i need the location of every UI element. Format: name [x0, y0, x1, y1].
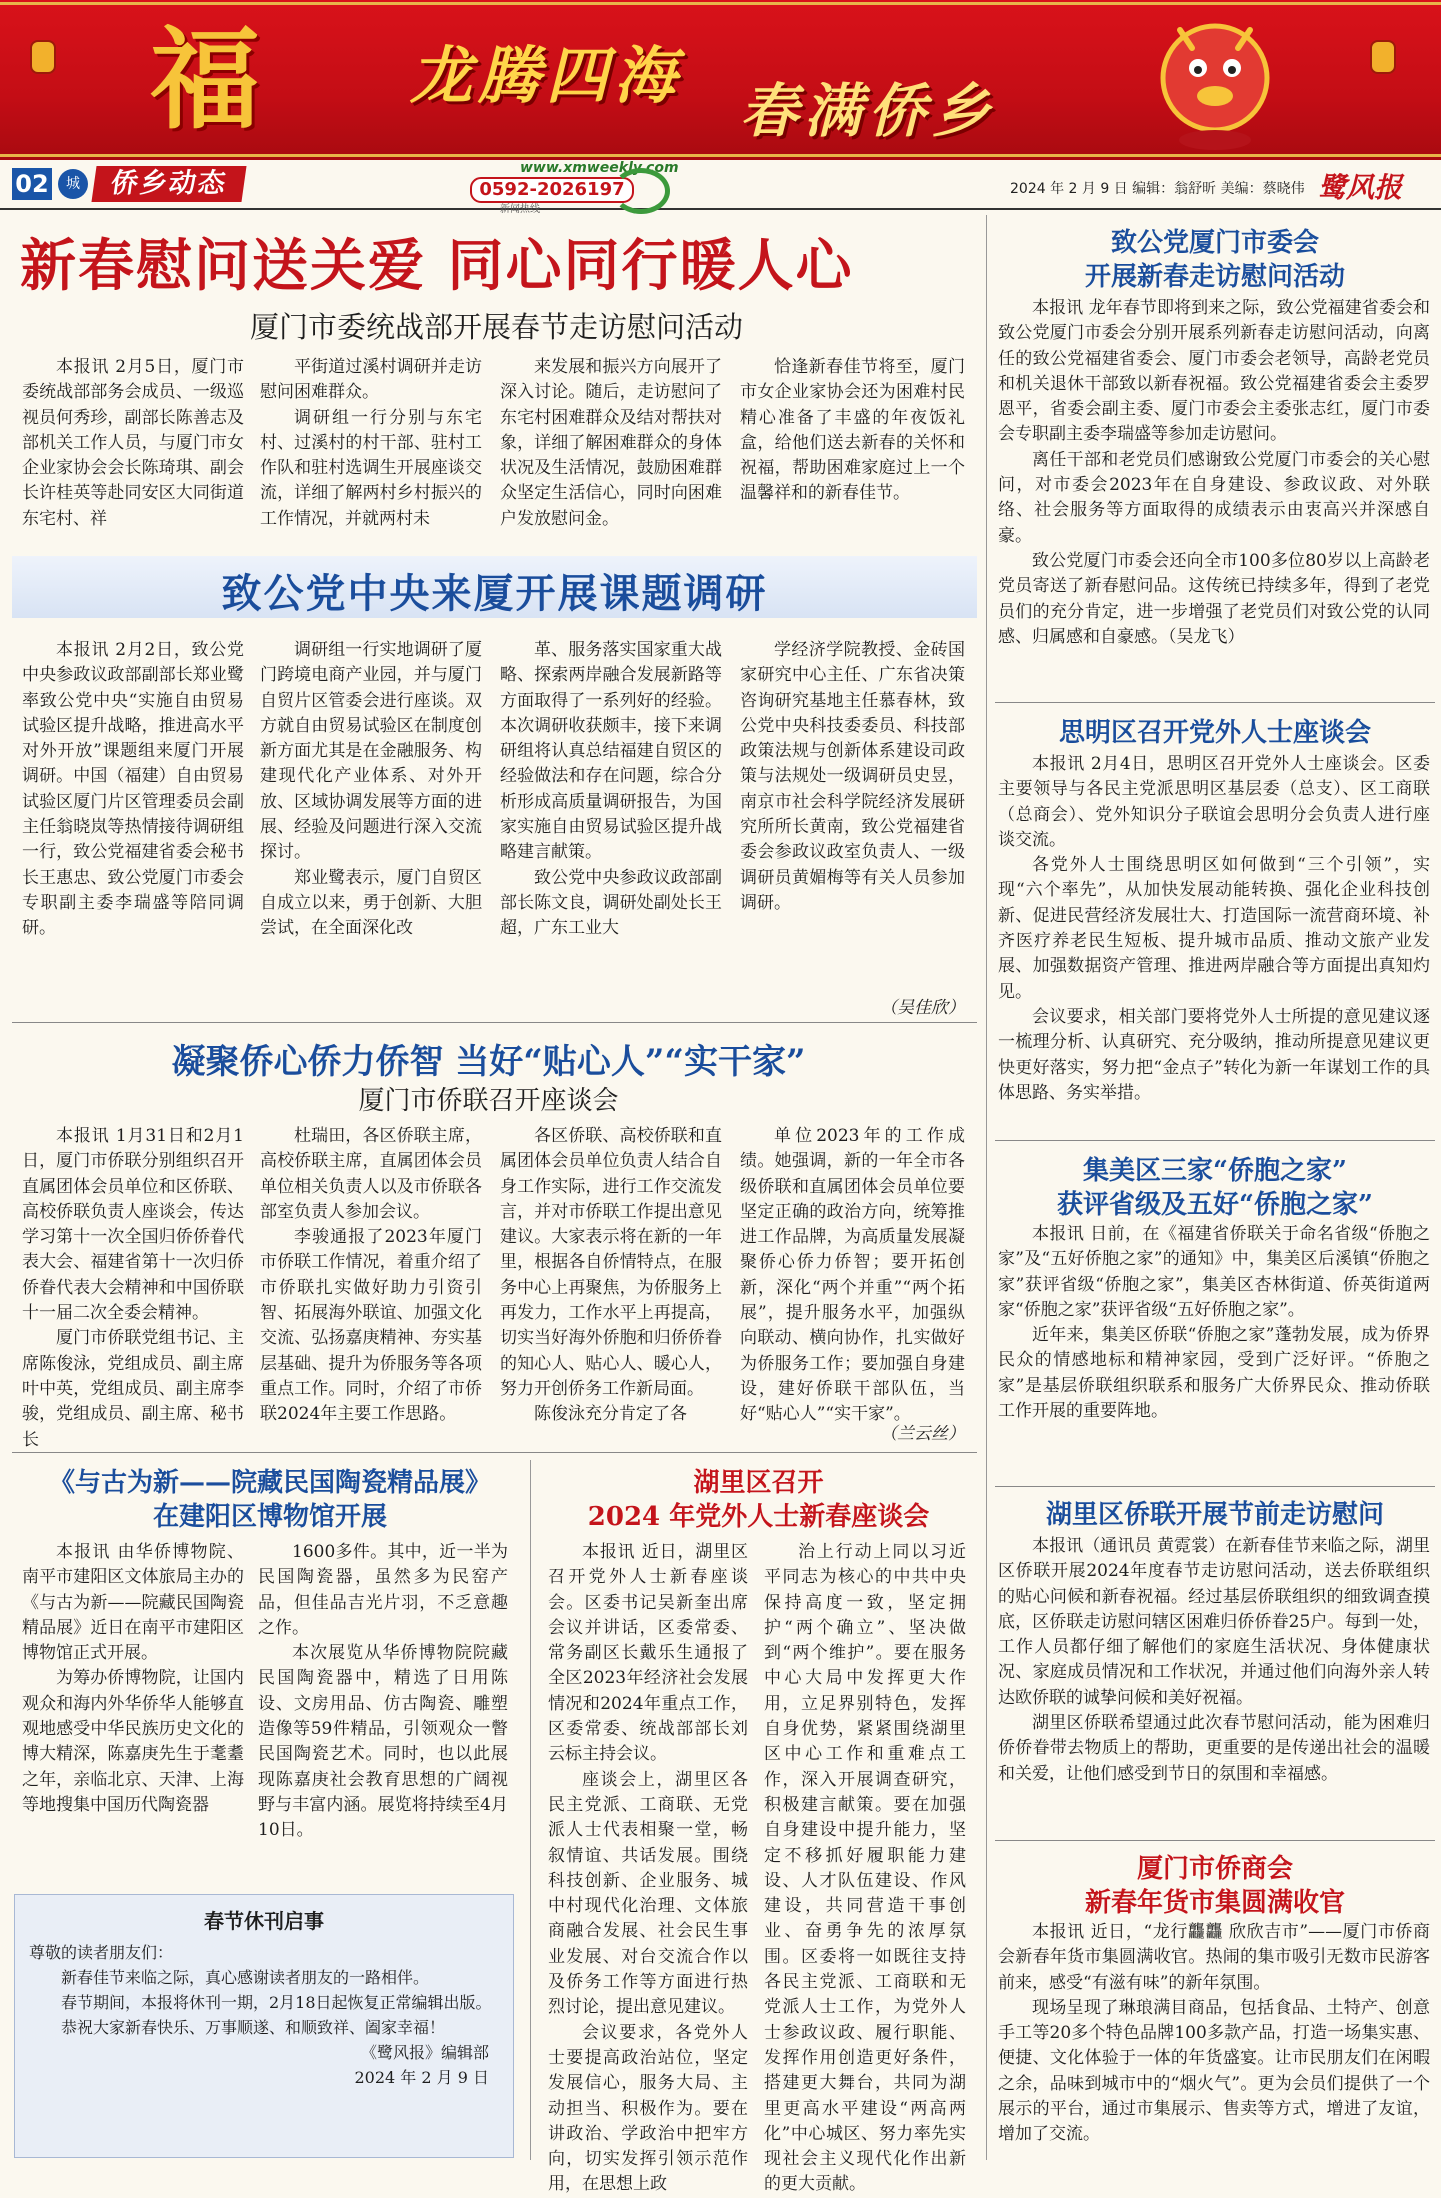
- porcelain-col-1: 本报讯 由华侨博物院、南平市建阳区文体旅局主办的《与古为新——院藏民国陶瓷精品展》近日在南平市建阳区博物馆正式开展。 为筹办侨博物院，让国内观众和海内外华侨华人能够直观地感受中华民族历史文化的博大精深，陈嘉庚先生于耄耋之年，亲临北京、天津、上海等地搜集中国历代陶瓷器: [22, 1542, 244, 1815]
- notice-greeting: 尊敬的读者朋友们：: [29, 1943, 174, 1962]
- page-section-icon: 城: [58, 169, 88, 199]
- lantern-icon: [30, 40, 56, 74]
- lead-headline: 新春慰问送关爱 同心同行暖人心: [20, 233, 854, 299]
- right-a1-text: 本报讯 龙年春节即将到来之际，致公党福建省委会和致公党厦门市委会分别开展系列新春走访慰问活动，向离任的致公党福建省委会、厦门市委会老领导，高龄老党员和机关退休干部致以新春祝福。致公党福建省委会主委罗恩平，省委会副主委、厦门市委会主委张志红，厦门市委会专职副主委李瑞盛等参加走访慰问。 离任干部和老党员们感谢致公党厦门市委会的关心慰问，对市委会2023年在自身建设、参政议政、对外联络、社会服务等方面取得的成绩表示由衷高兴并深感自豪。 致公党厦门市委会还向全市100多位80岁以上高龄老党员寄送了新春慰问品。这传统已持续多年，得到了老党员们的充分肯定，进一步增强了老党员们对致公党的认同感、归属感和自豪感。（吴龙飞）: [998, 298, 1430, 647]
- right-a4-text: 本报讯（通讯员 黄霓裳）在新春佳节来临之际，湖里区侨联开展2024年度春节走访慰问活动，送去侨联组织的贴心问候和新春祝福。经过基层侨联组织的细致调查摸底，区侨联走访慰问辖区困难归侨侨眷25户。每到一处，工作人员都仔细了解他们的家庭生活状况、身体健康状况、家庭成员情况和工作状况，并通过他们向海外亲人转达欧侨联的诚挚问候和美好祝福。 湖里区侨联希望通过此次春节慰问活动，能为困难归侨侨眷带去物质上的帮助，更重要的是传递出社会的温暖和关爱，让他们感受到节日的氛围和幸福感。: [998, 1536, 1430, 1784]
- notice-title: 春节休刊启事: [204, 1909, 324, 1933]
- research-headline: 致公党中央来厦开展课题调研: [221, 570, 768, 617]
- lead-col-1: 本报讯 2月5日，厦门市委统战部部务会成员、一级巡视员何秀珍，副部长陈善志及部机关工作人员，与厦门市女企业家协会会长陈琦琪、副会长许桂英等赴同安区大同街道东宅村、祥: [22, 357, 244, 529]
- forum-col-2: 杜瑞田，各区侨联主席，高校侨联主席，直属团体会员单位相关负责人以及市侨联各部室负责人参加会议。 李骏通报了2023年厦门市侨联工作情况，着重介绍了市侨联扎实做好助力引资引智、拓展海外联谊、加强文化交流、弘扬嘉庚精神、夯实基层基础、提升为侨服务等各项重点工作。同时，介绍了市侨联2024年主要工作思路。: [260, 1126, 482, 1425]
- notice-signer: 《鹭风报》编辑部: [360, 2043, 489, 2062]
- right-a4-headline: 湖里区侨联开展节前走访慰问: [1045, 1500, 1384, 1530]
- right-a3-text: 本报讯 日前，在《福建省侨联关于命名省级“侨胞之家”及“五好侨胞之家”的通知》中，集美区后溪镇“侨胞之家”获评省级“侨胞之家”，集美区杏林街道、侨英街道两家“侨胞之家”获评省级“五好侨胞之家”。 近年来，集美区侨联“侨胞之家”蓬勃发展，成为侨界民众的情感地标和精神家园，受到广泛好评。“侨胞之家”是基层侨联组织联系和服务广大侨界民众、推动侨联工作开展的重要阵地。: [998, 1224, 1430, 1422]
- divider: [12, 1452, 977, 1453]
- right-a1-headline-2: 开展新春走访慰问活动: [1084, 262, 1345, 292]
- forum-subtitle: 厦门市侨联召开座谈会: [358, 1086, 619, 1116]
- lantern-icon: [1370, 40, 1396, 74]
- huli-headline-1: 湖里区召开: [693, 1468, 824, 1498]
- huli-col-2: 治上行动上同以习近平同志为核心的中共中央保持高度一致，坚定拥护“两个确立”、坚决做到“两个维护”。要在服务中心大局中发挥更大作用，立足界别特色，发挥自身优势，紧紧围绕湖里区中心工作和重难点工作，深入开展调查研究，积极建言献策。要在加强自身建设中提升能力，坚定不移抓好履职能力建设、人才队伍建设、作风建设，共同营造干事创业、奋勇争先的浓厚氛围。区委将一如既往支持各民主党派、工商联和无党派人士工作，为党外人士参政议政、履行职能、发挥作用创造更好条件，搭建更大舞台，共同为湖里更高水平建设“两高两化”中心城区、努力率先实现社会主义现代化作出新的更大贡献。: [764, 1542, 966, 2195]
- huli-headline-2: 2024 年党外人士新春座谈会: [587, 1502, 930, 1532]
- fu-character: 福: [150, 15, 260, 144]
- notice-date: 2024 年 2 月 9 日: [354, 2068, 489, 2087]
- porcelain-headline-1: 《与古为新——院藏民国陶瓷精品展》: [48, 1468, 491, 1498]
- masthead-banner: [0, 0, 1441, 160]
- porcelain-col-2: 1600多件。其中，近一半为民国陶瓷器，虽然多为民窑产品，但佳品吉光片羽，不乏意趣之作。 本次展览从华侨博物院院藏民国陶瓷器中，精选了日用陈设、文房用品、仿古陶瓷、雕塑造像等59件精品，引领观众一瞥民国陶瓷艺术。同时，也以此展现陈嘉庚社会教育思想的广阔视野与丰富内涵。展览将持续至4月10日。: [258, 1542, 508, 1841]
- website-link[interactable]: www.xmweekly.com: [520, 160, 679, 176]
- research-col-2: 调研组一行实地调研了厦门跨境电商产业园，并与厦门自贸片区管委会进行座谈。双方就自由贸易试验区在制度创新方面尤其是在金融服务、构建现代化产业体系、对外开放、区域协调发展等方面的进展、经验及问题进行深入交流探讨。 郑业鹭表示，厦门自贸区自成立以来，勇于创新、大胆尝试，在全面深化改: [260, 640, 482, 939]
- banner-slogan-1: 龙腾四海: [410, 39, 683, 112]
- banner-slogan-2: 春满侨乡: [740, 77, 997, 145]
- notice-box: [14, 1894, 514, 2158]
- divider: [12, 1022, 977, 1023]
- lead-col-3: 来发展和振兴方向展开了深入讨论。随后，走访慰问了东宅村困难群众及结对帮扶对象，详细了解困难群众的身体状况及生活情况，鼓励困难群众坚定生活信心，同时向困难户发放慰问金。: [500, 357, 722, 529]
- notice-line: 新春佳节来临之际，真心感谢读者朋友的一路相伴。: [61, 1968, 430, 1987]
- divider: [530, 1460, 531, 2160]
- divider: [986, 215, 987, 2160]
- forum-col-4: 单位2023年的工作成绩。她强调，新的一年全市各级侨联和直属团体会员单位要坚定正确的政治方向，统筹推进工作品牌，为高质量发展凝聚侨心侨力侨智；要开拓创新，深化“两个并重”“两个拓展”，提升服务水平，加强纵向联动、横向协作，扎实做好为侨服务工作；要加强自身建设，建好侨联干部队伍，当好“贴心人”“实干家”。: [740, 1126, 965, 1425]
- lead-col-2: 平街道过溪村调研并走访慰问困难群众。 调研组一行分别与东宅村、过溪村的村干部、驻村工作队和驻村选调生开展座谈交流，详细了解两村乡村振兴的工作情况，并就两村未: [260, 357, 482, 529]
- lead-col-4: 恰逢新春佳节将至，厦门市女企业家协会还为困难村民精心准备了丰盛的年夜饭礼盒，给他们送去新春的关怀和祝福，帮助困难家庭过上一个温馨祥和的新春佳节。: [740, 357, 965, 504]
- divider: [995, 702, 1435, 703]
- forum-col-1: 本报讯 1月31日和2月1日，厦门市侨联分别组织召开直属团体会员单位和区侨联、高校侨联负责人座谈会，传达学习第十一次全国归侨侨眷代表大会、福建省第十一次归侨侨眷代表大会精神和中国侨联十一届二次全委会精神。 厦门市侨联党组书记、主席陈俊泳，党组成员、副主席叶中英，党组成员、副主席李骏，党组成员、副主席、秘书长: [22, 1126, 244, 1450]
- research-col-4: 学经济学院教授、金砖国家研究中心主任、广东省决策咨询研究基地主任慕春林，致公党中央科技委委员、科技部政策法规与创新体系建设司政策与法规处一级调研员史昱，南京市社会科学院经济发展研究所所长黄南，致公党福建省委会参政议政室负责人、一级调研员黄媚梅等有关人员参加调研。: [740, 640, 965, 913]
- hotline-number: 0592-2026197: [470, 177, 634, 203]
- paper-name: 鹭风报: [1318, 171, 1403, 204]
- right-a5-headline-1: 厦门市侨商会: [1136, 1854, 1293, 1884]
- section-name: 侨乡动态: [91, 166, 246, 202]
- page-header: [0, 160, 1441, 215]
- divider: [995, 1140, 1435, 1141]
- right-a5-text: 本报讯 近日，“龙行龘龘 欣欣吉市”——厦门市侨商会新春年货市集圆满收官。热闹的集市吸引无数市民游客前来，感受“有滋有味”的新年氛围。 现场呈现了琳琅满目商品，包括食品、土特产、创意手工等20多个特色品牌100多款产品，打造一场集实惠、便捷、文化体验于一体的年货盛宴。让市民朋友们在闲暇之余，品味到城市中的“烟火气”。更为会员们提供了一个展示的平台，通过市集展示、售卖等方式，增进了友谊，增加了交流。: [998, 1922, 1430, 2145]
- dragon-mascot-icon: [1140, 8, 1290, 156]
- porcelain-headline-2: 在建阳区博物馆开展: [152, 1502, 387, 1532]
- right-a5-headline-2: 新春年货市集圆满收官: [1084, 1888, 1345, 1918]
- logo-ring-icon: [612, 168, 670, 214]
- right-a2-text: 本报讯 2月4日，思明区召开党外人士座谈会。区委主要领导与各民主党派思明区基层委（总支）、区工商联（总商会）、党外知识分子联谊会思明分会负责人进行座谈交流。 各党外人士围绕思明区如何做到“三个引领”，实现“六个率先”，从加快发展动能转换、强化企业科技创新、促进民营经济发展壮大、打造国际一流营商环境、补齐医疗养老民生短板、提升城市品质、推动文旅产业发展、加强数据资产管理、推进两岸融合等方面提出真知灼见。 会议要求，相关部门要将党外人士所提的意见建议逐一梳理分析、认真研究、充分吸纳，推动所提意见建议更快更好落实，努力把“金点子”转化为新一年谋划工作的具体思路、务实举措。: [998, 754, 1430, 1103]
- banner-gold-line: [0, 2, 1441, 5]
- notice-line: 春节期间，本报将休刊一期，2月18日起恢复正常编辑出版。: [61, 1993, 492, 2012]
- right-a3-headline-2: 获评省级及五好“侨胞之家”: [1057, 1190, 1373, 1220]
- right-a1-headline-1: 致公党厦门市委会: [1110, 228, 1319, 258]
- page-number: 02: [12, 168, 52, 200]
- notice-line: 恭祝大家新春快乐、万事顺遂、和顺致祥、阖家幸福！: [61, 2018, 446, 2037]
- research-byline: （吴佳欣）: [880, 998, 965, 1018]
- research-col-1: 本报讯 2月2日，致公党中央参政议政部副部长郑业鹭率致公党中央“实施自由贸易试验区提升战略，推进高水平对外开放”课题组来厦门开展调研。中国（福建）自由贸易试验区厦门片区管理委员会副主任翁晓岚等热情接待调研组一行，致公党福建省委会秘书长王惠忠、致公党厦门市委会专职副主委李瑞盛等陪同调研。: [22, 640, 244, 939]
- right-a3-headline-1: 集美区三家“侨胞之家”: [1083, 1156, 1347, 1186]
- lead-subtitle: 厦门市委统战部开展春节走访慰问活动: [250, 310, 744, 344]
- forum-col-3: 各区侨联、高校侨联和直属团体会员单位负责人结合自身工作实际，进行工作交流发言，并对市侨联工作提出意见建议。大家表示将在新的一年里，根据各自侨情特点，在服务中心上再聚焦，为侨服务上再发力，工作水平上再提高，切实当好海外侨胞和归侨侨眷的知心人、贴心人、暖心人，努力开创侨务工作新局面。 陈俊泳充分肯定了各: [500, 1126, 722, 1425]
- forum-headline: 凝聚侨心侨力侨智 当好“贴心人”“实干家”: [171, 1042, 806, 1082]
- divider: [995, 1486, 1435, 1487]
- divider: [995, 1840, 1435, 1841]
- research-col-3: 革、服务落实国家重大战略、探索两岸融合发展新路等方面取得了一系列好的经验。本次调研收获颇丰，接下来调研组将认真总结福建自贸区的经验做法和存在问题，综合分析形成高质量调研报告，为国家实施自由贸易试验区提升战略建言献策。 致公党中央参政议政部副部长陈文良，调研处副处长王超，广东工业大: [500, 640, 722, 939]
- hotline-label: 新闻热线: [500, 204, 540, 215]
- huli-col-1: 本报讯 近日，湖里区召开党外人士新春座谈会。区委书记吴新奎出席会议并讲话，区委常委、常务副区长戴乐生通报了全区2023年经济社会发展情况和2024年重点工作，区委常委、统战部部长刘云标主持会议。 座谈会上，湖里区各民主党派、工商联、无党派人士代表相聚一堂，畅叙情谊、共话发展。围绕科技创新、企业服务、城中村现代化治理、文体旅商融合发展、社会民生事业发展、对台交流合作以及侨务工作等方面进行热烈讨论，提出意见建议。 会议要求，各党外人士要提高政治站位，坚定发展信心，服务大局、主动担当、积极作为。要在讲政治、学政治中把牢方向，切实发挥引领示范作用，在思想上政: [548, 1542, 748, 2195]
- forum-byline: （兰云丝）: [880, 1424, 965, 1444]
- dateline: 2024 年 2 月 9 日 编辑：翁舒昕 美编：蔡晓伟: [1010, 181, 1305, 197]
- right-a2-headline: 思明区召开党外人士座谈会: [1058, 718, 1371, 748]
